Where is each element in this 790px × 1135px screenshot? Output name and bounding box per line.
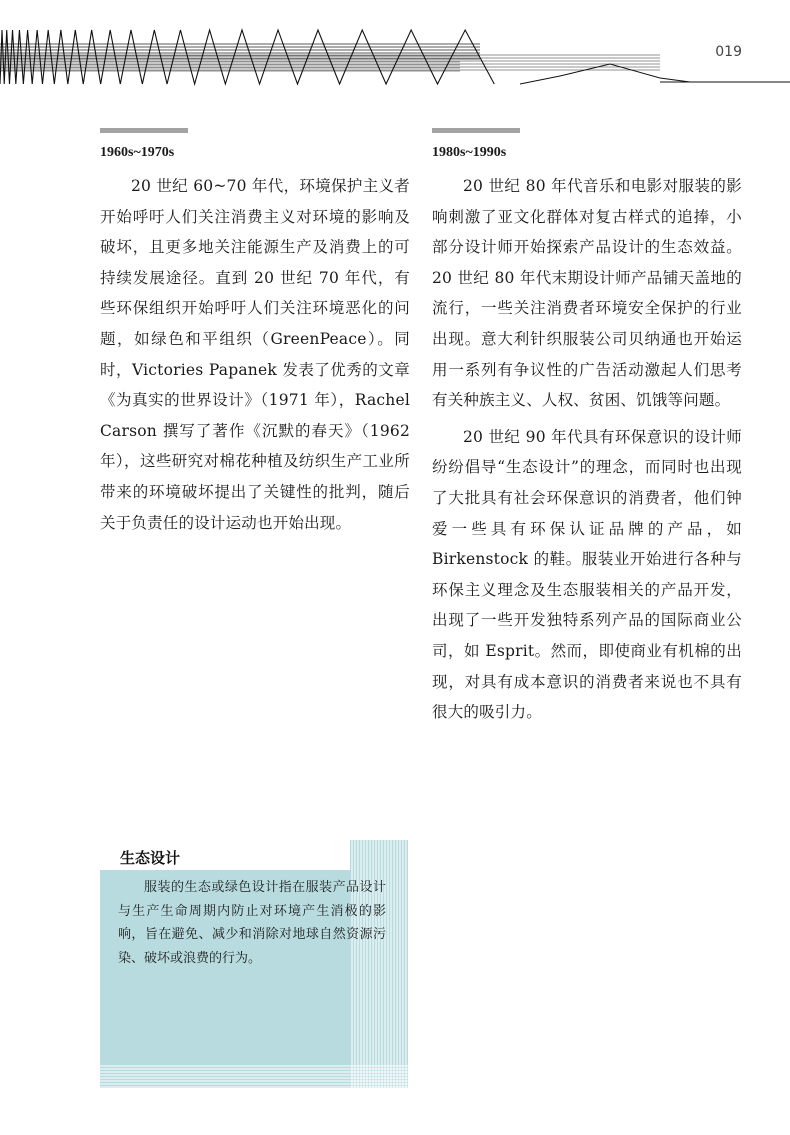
section-1960s-1970s <box>100 128 410 538</box>
section-title: 1960s~1970s <box>100 145 175 160</box>
section-marker-bar <box>100 128 188 133</box>
paragraph: 20 世纪 90 年代具有环保意识的设计师纷纷倡导“生态设计”的理念，而同时也出现了大批具有社会环保意识的消费者，他们钟爱一些具有环保认证品牌的产品，如 Birkenstock 的鞋。服装业开始进行各种与环保主义理念及生态服装相关的产品开发，出现了一些开发独特系列产品的国际商业公司，如 Esprit。然而，即使商业有机棉的出现，对具有成本意识的消费者来说也不具有很大的吸引力。 <box>432 427 742 722</box>
section-1980s-1990s <box>432 128 742 728</box>
sidebar-title: 生态设计 <box>120 849 181 867</box>
paragraph: 20 世纪 80 年代音乐和电影对服装的影响刺激了亚文化群体对复古样式的追捧，小部分设计师开始探索产品设计的生态效益。20 世纪 80 年代末期设计师产品铺天盖地的流行，一些关注消费者环境安全保护的行业出现。意大利针织服装公司贝纳通也开始运用一系列有争议性的广告活动激起人们思考有关种族主义、人权、贫困、饥饿等问题。 <box>432 177 742 410</box>
page-number: 019 <box>715 44 742 60</box>
sidebar-text: 服装的生态或绿色设计指在服装产品设计与生产生命周期内防止对环境产生消极的影响，旨在避免、减少和消除对地球自然资源污染、破坏或浪费的行为。 <box>118 880 386 966</box>
section-title: 1980s~1990s <box>432 145 507 160</box>
section-marker-bar <box>432 128 520 133</box>
eco-design-sidebar <box>100 840 408 1088</box>
header-zigzag-decoration <box>0 0 790 90</box>
paragraph: 20 世纪 60~70 年代，环境保护主义者开始呼吁人们关注消费主义对环境的影响及破坏，且更多地关注能源生产及消费上的可持续发展途径。直到 20 世纪 70 年代，有些环保组织开始呼吁人们关注环境恶化的问题，如绿色和平组织（GreenPeace）。同时，Victories Papanek 发表了优秀的文章《为真实的世界设计》（1971 年），Rachel Carson 撰写了著作《沉默的春天》（1962 年），这些研究对棉花种植及纺织生产工业所带来的环境破坏提出了关键性的批判，随后关于负责任的设计运动也开始出现。 <box>100 177 410 532</box>
